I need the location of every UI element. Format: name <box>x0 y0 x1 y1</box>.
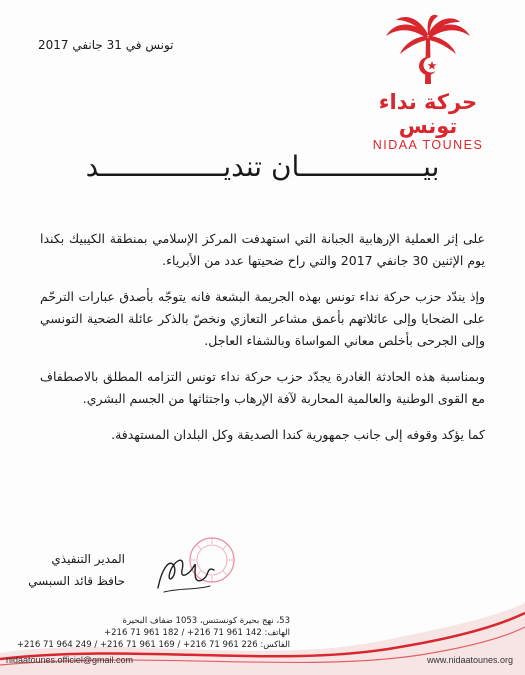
logo-arabic-name: حركة نداء تونس <box>378 90 478 138</box>
paragraph-4: كما يؤكد وقوفه إلى جانب جمهورية كندا الصديقة وكل البلدان المستهدفة. <box>111 427 485 442</box>
signatory-name: حافظ قائد السبسي <box>28 574 125 588</box>
party-logo <box>353 14 503 152</box>
date-line: تونس في 31 جانفي 2017 <box>38 38 174 52</box>
signatory-title: المدير التنفيذي <box>51 552 125 566</box>
footer-contact <box>17 615 290 651</box>
logo-latin-name: NIDAA TOUNES <box>372 138 484 152</box>
statement-body <box>40 228 485 460</box>
footer-email: nidaatounes.officiel@gmail.com <box>6 655 134 665</box>
paragraph-1: على إثر العملية الإرهابية الجبانة التي استهدفت المركز الإسلامي بمنطقة الكيبيك بكندا يوم الإثنين 30 جانفي 2017 والتي راح ضحيتها عدد من الأبرياء. <box>40 231 485 268</box>
paragraph-2: وإذ يندّد حزب حركة نداء تونس بهذه الجريمة البشعة فانه يتوجّه بأصدق عبارات الترحّم على الضحايا وإلى عائلاتهم بأعمق مشاعر التعازي ونخصّ بالذكر عائلة الضحية التونسي وإلى الجرحى بأخلص معاني المواساة وبالشفاء العاجل. <box>40 289 485 348</box>
footer-website: www.nidaatounes.org <box>426 655 513 665</box>
footer-fax-line: الفاكس: 226 961 71 216+ / 169 961 71 216+ / 249 964 71 216+ <box>16 640 290 650</box>
footer-phone-line: الهاتف: 142 961 71 216+ / 182 961 71 216+ <box>104 628 290 638</box>
signatory-block <box>28 548 125 592</box>
handwritten-signature-icon <box>158 560 214 588</box>
paragraph-3: وبمناسبة هذه الحادثة الغادرة يجدّد حزب حركة نداء تونس التزامه المطلق بالاصطفاف مع القوى الوطنية والعالمية المحاربة لآفة الإرهاب واجتثاثها من الجسم البشري. <box>40 369 485 406</box>
palm-crescent-emblem-icon <box>382 14 474 92</box>
document-title: بيـــــــــــــــان تنديـــــــــــــــد <box>85 150 440 183</box>
footer-address-line: 53، نهج بحيرة كونستنس، 1053 ضفاف البحيرة <box>122 616 290 626</box>
